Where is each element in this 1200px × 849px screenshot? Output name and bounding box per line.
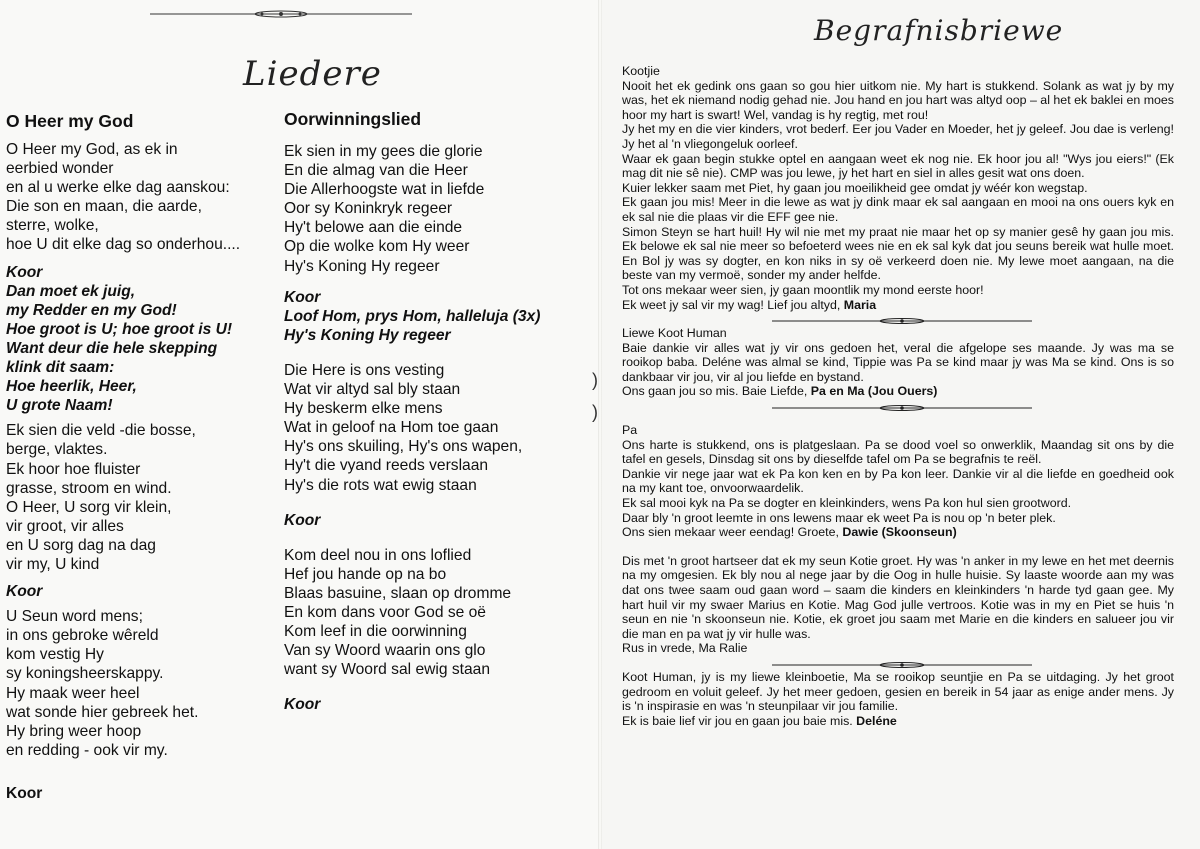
koor-label: Koor	[6, 583, 43, 601]
letter-closing	[622, 384, 1174, 399]
letter-paragraph: Kootjie	[622, 64, 660, 78]
letter-paragraph: Liewe Koot Human	[622, 326, 727, 341]
page-fold	[598, 0, 602, 849]
letter-paragraph: Koot Human, jy is my liewe kleinboetie, Ma se rooikop seuntjie en Pa se uitdaging. Jy het groot gedroom en voluit geleef. Jy het meer gedoen, gesien en bereik in 54 jaar as enige ander mens. Jy is 'n inspirasie en was 'n steunpilaar vir jou familie.	[622, 669, 1174, 714]
spacer	[622, 540, 1174, 554]
letter-closing	[622, 525, 1174, 540]
top-ornament-left	[150, 9, 412, 19]
closing-text: Ons sien mekaar weer eendag! Groete,	[622, 525, 843, 540]
song-line: Die son en maan, die aarde,	[6, 198, 202, 216]
chorus-line: Hy's Koning Hy regeer	[284, 326, 451, 344]
song-line: Die Allerhoogste wat in liefde	[284, 181, 485, 199]
letter-closing	[622, 298, 1174, 313]
song-line: sterre, wolke,	[6, 217, 99, 235]
song-line: eerbied wonder	[6, 160, 114, 178]
letter-paragraph: Simon Steyn se hart huil! Hy wil nie met my praat nie maar het op sy manier gesê hy gaan jou mis. Ek belowe ek sal nie meer so befoeterd wees nie en ek sal kyk dat jou seuns bereik wat hulle moet. En Bol jy was sy dogter, en kon niks in sy oë verkeerd doen nie. My lewe moet aangaan, na die beste van my vermoë, sonder my ander helfde.	[622, 224, 1174, 283]
song2-column	[284, 108, 584, 714]
song-line: Hy's Koning Hy regeer	[284, 257, 440, 275]
song-line: Kom deel nou in ons loflied	[284, 546, 472, 564]
letter-paragraph: Tot ons mekaar weer sien, jy gaan moontlik my mond eerste hoor!	[622, 282, 984, 297]
koor-label: Koor	[6, 784, 43, 802]
song-line: kom vestig Hy	[6, 646, 104, 664]
chorus-line: klink dit saam:	[6, 359, 115, 377]
letter-signature: Maria	[843, 297, 877, 312]
song-line: want sy Woord sal ewig staan	[284, 661, 490, 679]
song-line: en U sorg dag na dag	[6, 536, 156, 554]
letter-signature: Deléne	[856, 713, 897, 728]
song-line: hoe U dit elke dag so onderhou....	[6, 236, 241, 254]
song1-column	[6, 110, 276, 803]
song-line: berge, vlaktes.	[6, 441, 108, 459]
letter-paragraph: Dis met 'n groot hartseer dat ek my seun Kotie groet. Hy was 'n anker in my lewe en het met deernis na my omgesien. Ek bly nou al nege jaar by die Oog in hulle huisie. Sy laaste woorde aan my was dat ons twee saam oud gaan word – saam die kinders en kleinkinders 'n harde tyd gaan gee. My hart huil vir my swaer Marius en Kotie. Mag God julle vertroos. Kotie was in my en Piet se huis 'n seun en nie 'n skoonseun nie. Kotie, ek groet jou saam met Marie en die kinders en salueer jou vir die man en pa wat jy vir hulle was.	[622, 553, 1174, 641]
letter-paragraph: Daar bly 'n groot leemte in ons lewens maar ek weet Pa is nou op 'n beter plek.	[622, 510, 1056, 525]
letter-paragraph: Pa	[622, 423, 638, 438]
letter-paragraph: Waar ek gaan begin stukke optel en aangaan weet ek nog nie. Ek hoor jou al! "Wys jou eiers!" (Ek mag dit nie sê nie). CMP was jou lewe, jy het hart en siel in alles gesit wat ons doen.	[622, 151, 1174, 181]
song-line: En die almag van die Heer	[284, 162, 468, 180]
song-line: O Heer, U sorg vir klein,	[6, 498, 172, 516]
song-line: grasse, stroom en wind.	[6, 479, 172, 497]
letter-separator	[772, 314, 1032, 322]
letter-paragraph: Ons harte is stukkend, ons is platgeslaan. Pa se dood voel so onwerklik, Maandag sit ons by die tafel en gesels, Dinsdag sit ons by dieselfde tafel om Pa se begrafnis te reël.	[622, 437, 1174, 467]
chorus-line: Want deur die hele skepping	[6, 339, 218, 357]
closing-text: Ek is baie lief vir jou en gaan jou baie mis.	[622, 713, 857, 728]
chorus-line: U grote Naam!	[6, 397, 113, 415]
spacer	[622, 413, 1174, 423]
spacer	[284, 345, 584, 361]
song-line: Hy bring weer hoop	[6, 722, 142, 740]
song-line: U Seun word mens;	[6, 608, 143, 626]
spacer	[6, 132, 276, 140]
letter-paragraph: Kuier lekker saam met Piet, hy gaan jou moeilikheid gee omdat jy wéér kon wegstap.	[622, 180, 1088, 195]
begrafnisbriewe-title: Begrafnisbriewe	[814, 14, 1064, 47]
spacer	[6, 574, 276, 582]
letter-signature: Dawie (Skoonseun)	[842, 525, 957, 540]
letter-paragraph: Jy het my en die vier kinders, vrot bederf. Eer jou Vader en Moeder, het jy geleef. Jou dae is verleng! Jy het al 'n vliegongeluk oorleef.	[622, 122, 1174, 151]
song-line: Hy't die vyand reeds verslaan	[284, 457, 489, 475]
song-line: O Heer my God, as ek in	[6, 141, 178, 158]
liedere-title: Liedere	[243, 54, 382, 94]
koor-label: Koor	[284, 288, 321, 306]
chorus-line: Dan moet ek juig,	[6, 282, 136, 300]
letter-paragraph: Ek sal mooi kyk na Pa se dogter en kleinkinders, wens Pa kon hul sien grootword.	[622, 496, 1072, 511]
binding-mark: )	[592, 370, 598, 390]
song-line: Ek sien die veld -die bosse,	[6, 422, 196, 440]
closing-text: Ons gaan jou so mis. Baie Liefde,	[622, 384, 811, 399]
song-line: Van sy Woord waarin ons glo	[284, 642, 486, 660]
song-line: En kom dans voor God se oë	[284, 603, 486, 621]
spacer	[284, 276, 584, 288]
letter-paragraph: Nooit het ek gedink ons gaan so gou hier uitkom nie. My hart is stukkend. Solank as wat jy by my was, het ek niemand nodig gehad nie. Jou hand en jou hart was altyd oop – al het ek baklei en moes hoor my hart is swart! Wel, vandag is hy regtig, met rou!	[622, 78, 1174, 122]
song-line: Die Here is ons vesting	[284, 361, 445, 379]
letter-paragraph: Baie dankie vir alles wat jy vir ons gedoen het, veral die afgelope ses maande. Jy was ma se rooikop baba. Deléne was almal se kind, Tippie was Pa se kind maar jy was Ma se kind. Ons is so dankbaar vir jou, vir al jou liefde en bystand.	[622, 340, 1174, 384]
letter-paragraph: Dankie vir nege jaar wat ek Pa kon ken en by Pa kon leer. Dankie vir al die liefde en goedheid ook na my kant toe, onvoorwaardelik.	[622, 466, 1174, 496]
song-line: Hy's die rots wat ewig staan	[284, 476, 477, 494]
song-line: sy koningsheerskappy.	[6, 665, 164, 683]
closing-text: Ek weet jy sal vir my wag! Lief jou altyd,	[622, 297, 844, 312]
letter-signature: Pa en Ma (Jou Ouers)	[810, 384, 938, 399]
koor-label: Koor	[6, 263, 43, 281]
song-line: in ons gebroke wêreld	[6, 627, 159, 645]
song-line: wat sonde hier gebreek het.	[6, 703, 199, 721]
song-line: Wat in geloof na Hom toe gaan	[284, 419, 499, 437]
letter-separator	[772, 401, 1032, 409]
binding-mark: )	[592, 402, 598, 422]
song-line: Oor sy Koninkryk regeer	[284, 200, 453, 218]
letter-paragraph: Rus in vrede, Ma Ralie	[622, 641, 748, 656]
song-line: Hy's ons skuiling, Hy's ons wapen,	[284, 438, 523, 456]
song-title: O Heer my God	[6, 111, 134, 131]
chorus-line: Loof Hom, prys Hom, halleluja (3x)	[284, 307, 541, 325]
song-line: Hy't belowe aan die einde	[284, 219, 463, 237]
letters-column	[622, 64, 1174, 728]
song-line: Blaas basuine, slaan op dromme	[284, 584, 512, 602]
song-line: Hy maak weer heel	[6, 684, 140, 702]
song-line: Ek sien in my gees die glorie	[284, 143, 483, 160]
letter-separator	[772, 658, 1032, 666]
song-line: Hef jou hande op na bo	[284, 565, 447, 583]
chorus-line: my Redder en my God!	[6, 301, 177, 319]
song-line: Hy beskerm elke mens	[284, 400, 443, 418]
song-line: Wat vir altyd sal bly staan	[284, 381, 461, 399]
song-line: vir my, U kind	[6, 555, 100, 573]
letter-paragraph: Ek gaan jou mis! Meer in die lewe as wat jy dink maar ek sal aangaan en mooi na ons ouers kyk en ek sal nie die plaas vir die EFF gee nie.	[622, 195, 1174, 224]
song-line: Ek hoor hoe fluister	[6, 460, 141, 478]
spacer	[6, 760, 276, 784]
koor-label: Koor	[284, 696, 321, 714]
koor-label: Koor	[284, 511, 321, 529]
song-line: Op die wolke kom Hy weer	[284, 238, 470, 256]
spacer	[284, 679, 584, 695]
song-line: vir groot, vir alles	[6, 517, 124, 535]
spacer	[284, 495, 584, 511]
chorus-line: Hoe heerlik, Heer,	[6, 378, 137, 396]
song-title: Oorwinningslied	[284, 109, 422, 129]
spacer	[284, 130, 584, 142]
spacer	[284, 530, 584, 546]
song-line: en al u werke elke dag aanskou:	[6, 179, 230, 197]
spacer	[6, 255, 276, 263]
chorus-line: Hoe groot is U; hoe groot is U!	[6, 320, 233, 338]
song-line: Kom leef in die oorwinning	[284, 623, 467, 641]
letter-closing	[622, 714, 1174, 729]
song-line: en redding - ook vir my.	[6, 741, 168, 759]
